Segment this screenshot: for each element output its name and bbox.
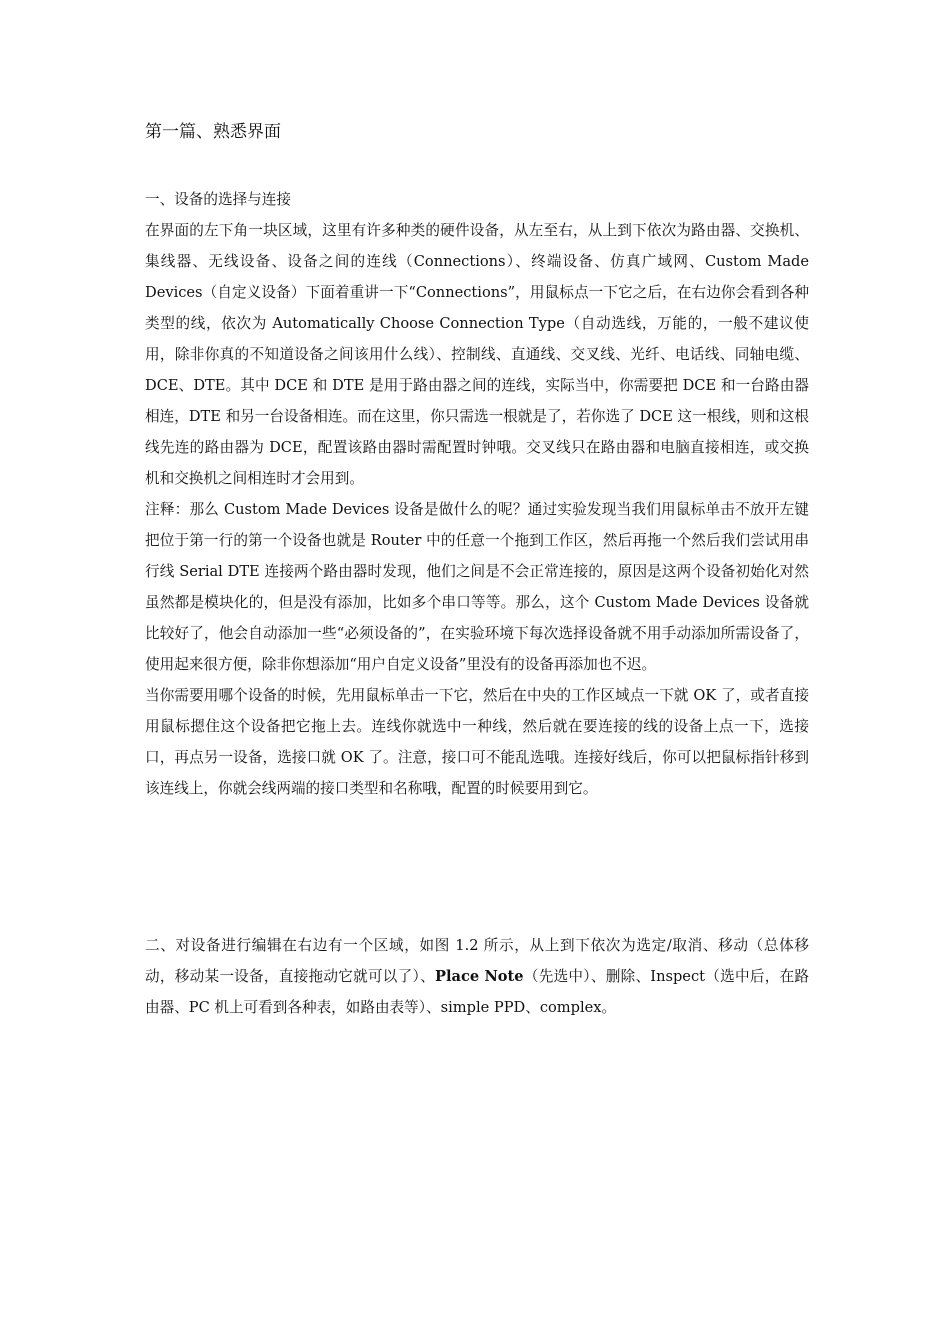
section-1-heading: 一、设备的选择与连接: [145, 191, 291, 208]
document-title: 第一篇、熟悉界面: [145, 122, 281, 142]
section-2: [145, 930, 809, 1023]
section-1-note-paragraph: 注释：那么 Custom Made Devices 设备是做什么的呢？通过实验发现当我们用鼠标单击不放开左键把位于第一行的第一个设备也就是 Router 中的任意一个拖到工作区，然后再拖一个然后我们尝试用串行线 Serial DTE 连接两个路由器时发现，他们之间是不会正常连接的，原因是这两个设备初始化对然虽然都是模块化的，但是没有添加，比如多个串口等等。那么，这个 Custom Made Devices 设备就比较好了，他会自动添加一些“必须设备的”，在实验环境下每次选择设备就不用手动添加所需设备了，使用起来很方便，除非你想添加“用户自定义设备”里没有的设备再添加也不迟。: [145, 501, 809, 673]
section-1: [145, 184, 809, 804]
place-note-term: Place Note: [434, 968, 524, 985]
section-2-text-b: （先选中）、删除、Inspect（选中后，在路由器、PC 机上可看到各种表，如路由表等）、simple PPD、complex。: [145, 968, 810, 1016]
section-2-paragraph: [145, 930, 809, 1023]
section-1-paragraph-3: 当你需要用哪个设备的时候，先用鼠标单击一下它，然后在中央的工作区域点一下就 OK 了，或者直接用鼠标摁住这个设备把它拖上去。连线你就选中一种线，然后就在要连接的线的设备上点一下，选接口，再点另一设备，选接口就 OK 了。注意，接口可不能乱选哦。连接好线后，你可以把鼠标指针移到该连线上，你就会线两端的接口类型和名称哦，配置的时候要用到它。: [145, 687, 809, 797]
section-2-text-a: 二、对设备进行编辑在右边有一个区域，如图 1.2 所示，从上到下依次为选定/取消、移动（总体移动，移动某一设备，直接拖动它就可以了）、: [145, 937, 809, 985]
section-1-paragraph-1: 在界面的左下角一块区域，这里有许多种类的硬件设备，从左至右，从上到下依次为路由器、交换机、集线器、无线设备、设备之间的连线（Connections）、终端设备、仿真广域网、Custom Made Devices（自定义设备）下面着重讲一下“Connections”，用鼠标点一下它之后，在右边你会看到各种类型的线，依次为 Automatically Choose Connection Type（自动选线，万能的，一般不建议使用，除非你真的不知道设备之间该用什么线）、控制线、直通线、交叉线、光纤、电话线、同轴电缆、DCE、DTE。其中 DCE 和 DTE 是用于路由器之间的连线，实际当中，你需要把 DCE 和一台路由器相连，DTE 和另一台设备相连。而在这里，你只需选一根就是了，若你选了 DCE 这一根线，则和这根线先连的路由器为 DCE，配置该路由器时需配置时钟哦。交叉线只在路由器和电脑直接相连，或交换机和交换机之间相连时才会用到。: [145, 222, 809, 487]
